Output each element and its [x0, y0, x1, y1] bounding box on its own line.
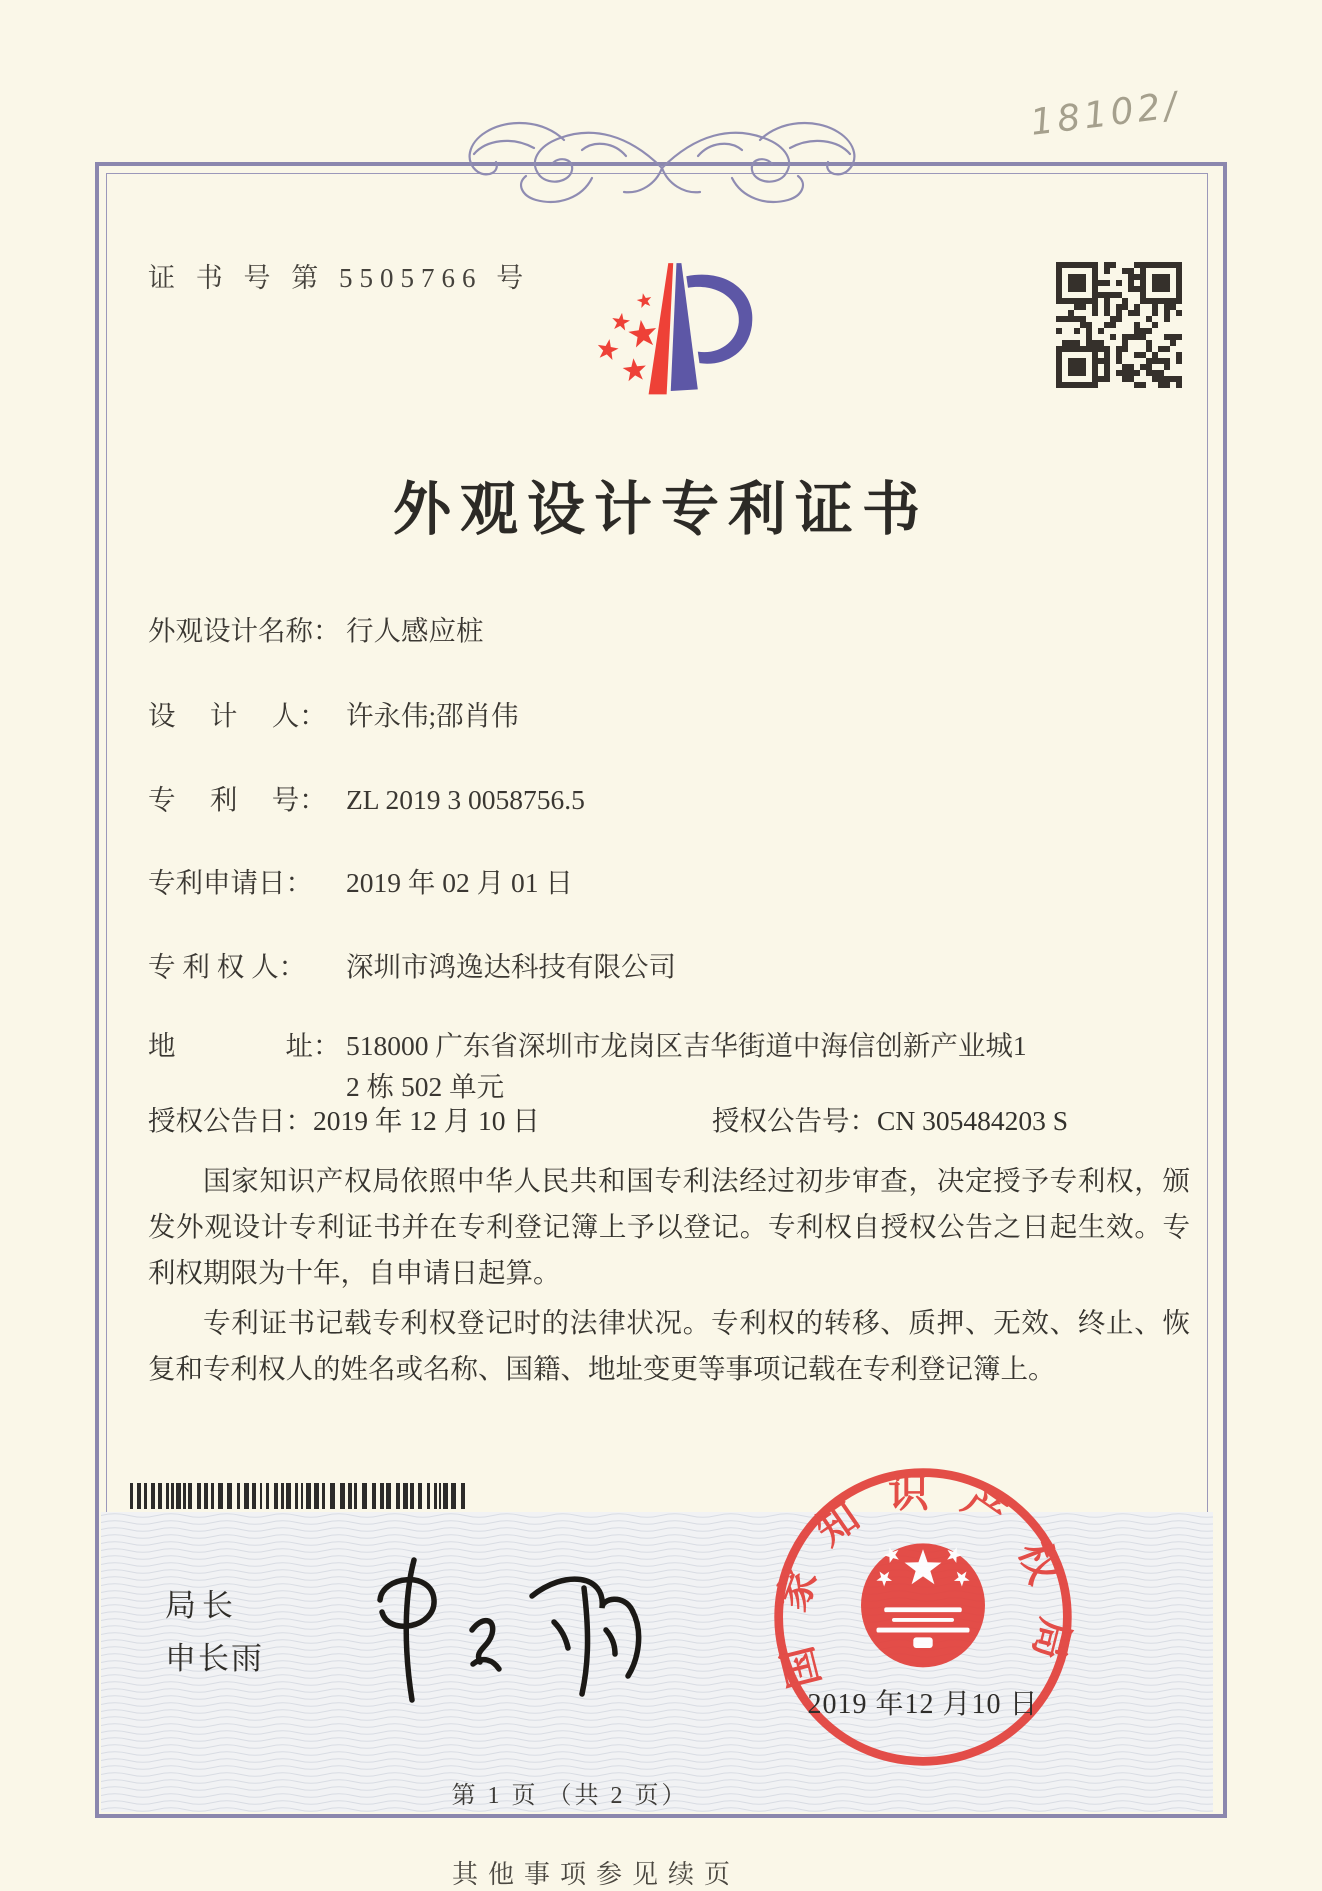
director-title: 局长 — [165, 1588, 239, 1623]
legal-paragraph-2: 专利证书记载专利权登记时的法律状况。专利权的转移、质押、无效、终止、恢复和专利权人的姓名或名称、国籍、地址变更等事项记载在专利登记簿上。 — [148, 1307, 1190, 1384]
field-label: 授权公告日： — [148, 1105, 313, 1136]
field-address — [148, 1025, 1027, 1107]
field-value: ZL 2019 3 0058756.5 — [346, 784, 585, 815]
qr-code — [1056, 262, 1182, 388]
field-value — [346, 1025, 1027, 1107]
legal-paragraph-1: 国家知识产权局依照中华人民共和国专利法经过初步审查，决定授予专利权，颁发外观设计专利证书并在专利登记簿上予以登记。专利权自授权公告之日起生效。专利权期限为十年，自申请日起算。 — [148, 1165, 1190, 1288]
field-label: 专利申请日： — [148, 867, 313, 898]
director-signature-image — [352, 1538, 657, 1713]
barcode — [130, 1483, 472, 1509]
director-name: 申长雨 — [165, 1641, 264, 1676]
field-value: 深圳市鸿逸达科技有限公司 — [346, 951, 676, 982]
field-grant-number — [712, 1098, 1068, 1138]
field-value: CN 305484203 S — [877, 1105, 1068, 1136]
field-application-date — [148, 860, 573, 900]
field-value: 2019 年 12 月 10 日 — [313, 1105, 540, 1136]
page-number-footer: 第 1 页 （共 2 页） — [451, 1783, 689, 1809]
field-patentee — [148, 944, 676, 984]
field-label: 外观设计名称： — [148, 615, 341, 646]
seal-text: 国家知识产权局 — [768, 1470, 1078, 1693]
certificate-number: 证 书 号 第 5505766 号 — [148, 263, 531, 293]
handwritten-filing-number: 18102/ — [1028, 84, 1183, 144]
official-seal — [768, 1462, 1078, 1772]
field-label: 授权公告号： — [712, 1105, 877, 1136]
address-line-1: 518000 广东省深圳市龙岗区吉华街道中海信创新产业城1 — [346, 1030, 1027, 1061]
field-label: 设 计 人： — [148, 700, 327, 731]
address-line-2: 2 栋 502 单元 — [346, 1071, 505, 1102]
field-design-name — [148, 608, 484, 648]
legal-text — [148, 1158, 1190, 1396]
field-value: 许永伟;邵肖伟 — [346, 700, 519, 731]
cnipa-logo-icon — [556, 250, 774, 414]
field-grant-date — [148, 1098, 540, 1138]
seal-date: 2019 年12 月10 日 — [807, 1689, 1039, 1720]
top-border-flourish-ornament — [388, 116, 936, 216]
field-designer — [148, 693, 519, 733]
field-value: 2019 年 02 月 01 日 — [346, 867, 573, 898]
certificate-title: 外观设计专利证书 — [392, 477, 929, 542]
field-patent-number — [148, 777, 585, 817]
continuation-note-clipped: 其他事项参见续页 — [451, 1860, 740, 1889]
field-label: 专 利 号： — [148, 784, 327, 815]
national-emblem-icon — [861, 1543, 985, 1667]
field-label: 地 址： — [148, 1030, 341, 1061]
field-label: 专 利 权 人： — [148, 951, 307, 982]
field-value: 行人感应桩 — [346, 615, 484, 646]
